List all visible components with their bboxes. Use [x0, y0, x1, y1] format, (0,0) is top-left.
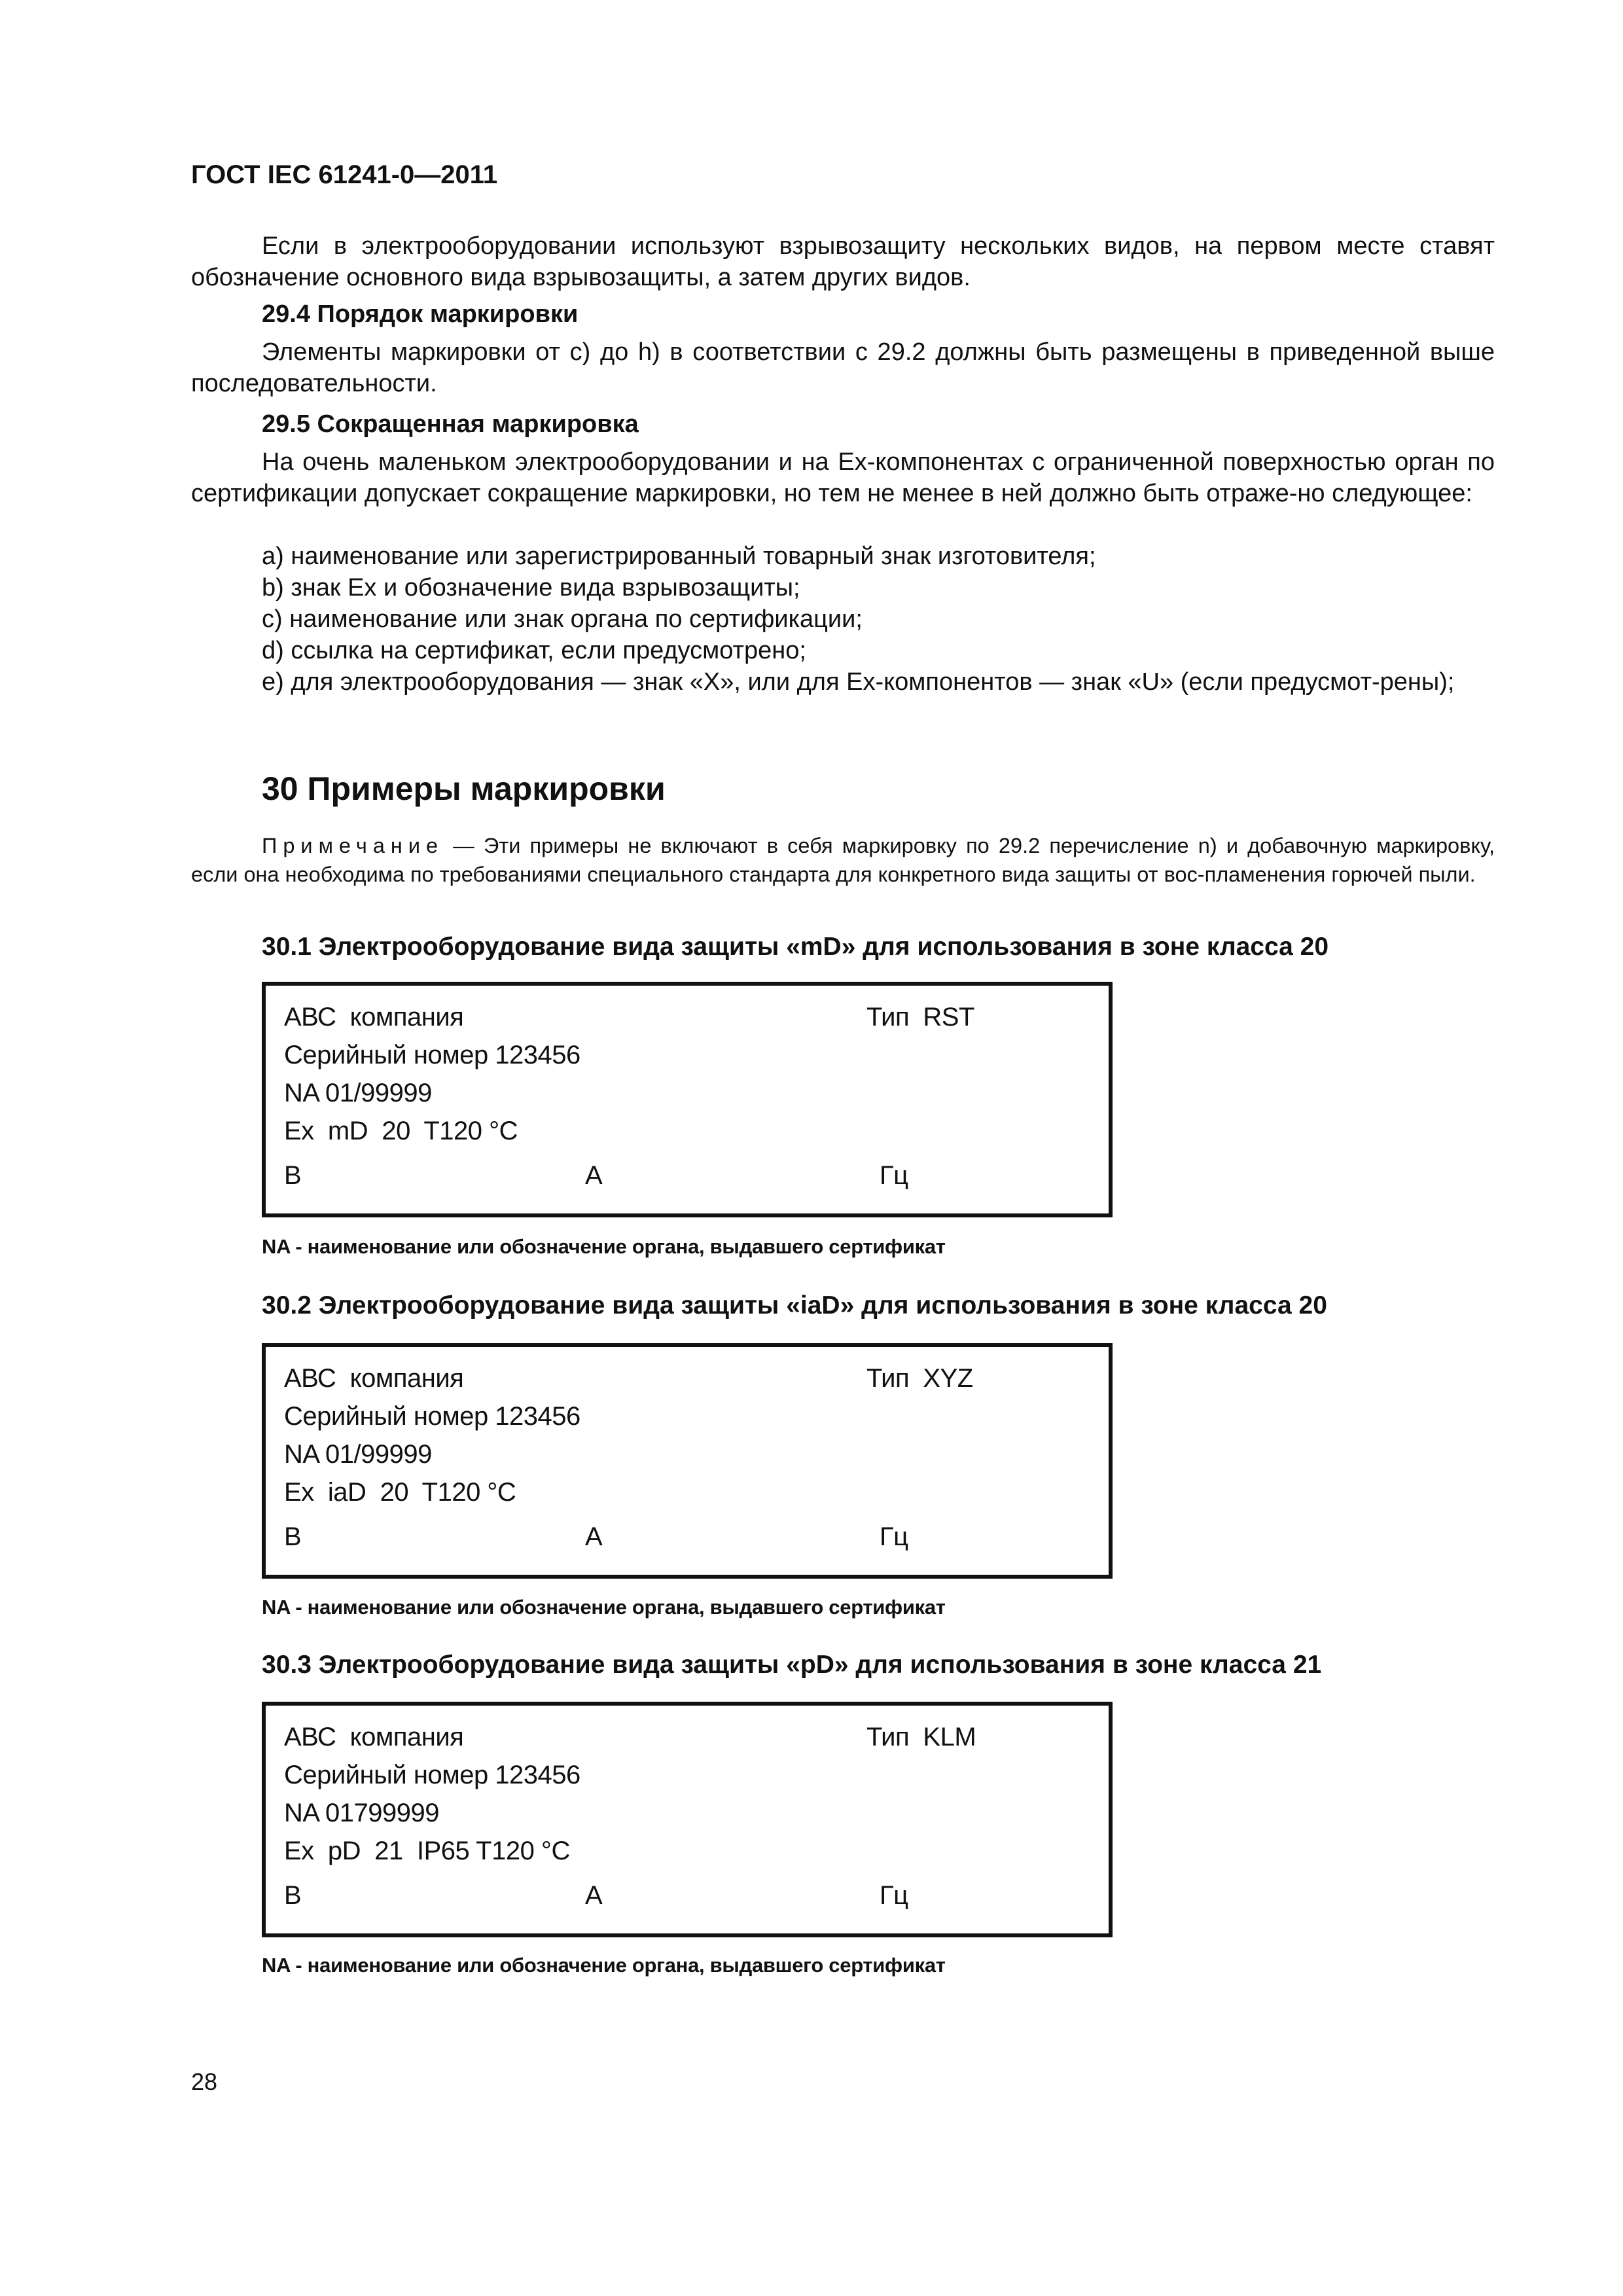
plate-frequency: Гц	[880, 1881, 908, 1910]
plate-current: A	[585, 1522, 603, 1551]
intro-paragraph: Если в электрооборудовании используют взрывозащиту нескольких видов, на первом месте ставят обозначение основного вида взрывозащиты, а затем других видов.	[191, 232, 1495, 291]
marking-plate-30-3	[262, 1702, 1113, 1937]
marking-plate-30-2	[262, 1343, 1113, 1579]
example-30-3-title: 30.3 Электрооборудование вида защиты «pD» для использования в зоне класса 21	[262, 1651, 1322, 1679]
plate-ex-marking: Ex mD 20 T120 °C	[284, 1117, 518, 1145]
list-item-d: d) ссылка на сертификат, если предусмотрено;	[262, 637, 806, 664]
plate-frequency: Гц	[880, 1161, 908, 1190]
section-29-5-title: 29.5 Сокращенная маркировка	[262, 410, 639, 438]
plate-current: A	[585, 1881, 603, 1910]
document-header: ГОСТ IEC 61241-0—2011	[191, 160, 498, 189]
list-item-e: e) для электрооборудования — знак «X», или для Ex-компонентов — знак «U» (если предусмот-рены);	[262, 668, 1455, 696]
plate-current: A	[585, 1161, 603, 1190]
example-30-2-caption: NA - наименование или обозначение органа, выдавшего сертификат	[262, 1596, 946, 1619]
section-29-4-title: 29.4 Порядок маркировки	[262, 300, 579, 328]
marking-plate-30-1	[262, 982, 1113, 1217]
example-30-1-caption: NA - наименование или обозначение органа, выдавшего сертификат	[262, 1235, 946, 1258]
plate-serial: Серийный номер 123456	[284, 1402, 580, 1431]
plate-company: АВС компания	[284, 1003, 464, 1031]
list-item-c: с) наименование или знак органа по сертификации;	[262, 605, 863, 633]
plate-serial: Серийный номер 123456	[284, 1761, 580, 1789]
note-label: Примечание	[262, 834, 444, 857]
plate-na: NA 01799999	[284, 1799, 439, 1827]
section-29-5-text: На очень маленьком электрооборудовании и на Ex-компонентах с ограниченной поверхностью орган по сертификации допускает сокращение маркировки, но тем не менее в ней должно быть отраже-но следующее:	[191, 448, 1495, 507]
plate-type: Тип XYZ	[866, 1364, 973, 1393]
plate-company: АВС компания	[284, 1364, 464, 1393]
note-text: — Эти примеры не включают в себя маркировку по 29.2 перечисление n) и добавочную маркировку, если она необходима по требованиями специального стандарта для конкретного вида защиты от вос-пламенения горючей пыли.	[191, 834, 1495, 886]
section-29-4-text: Элементы маркировки от с) до h) в соответствии с 29.2 должны быть размещены в приведенной выше последовательности.	[191, 338, 1495, 397]
section-30-heading: 30 Примеры маркировки	[262, 770, 666, 807]
plate-serial: Серийный номер 123456	[284, 1041, 580, 1069]
plate-voltage: B	[284, 1161, 302, 1190]
plate-company: АВС компания	[284, 1723, 464, 1751]
example-30-3-caption: NA - наименование или обозначение органа, выдавшего сертификат	[262, 1954, 946, 1977]
plate-na: NA 01/99999	[284, 1440, 432, 1469]
list-item-a: а) наименование или зарегистрированный товарный знак изготовителя;	[262, 543, 1096, 570]
page-number: 28	[191, 2068, 218, 2095]
plate-na: NA 01/99999	[284, 1079, 432, 1107]
note-paragraph	[191, 831, 1495, 889]
plate-ex-marking: Ex iaD 20 T120 °C	[284, 1478, 516, 1507]
plate-voltage: B	[284, 1522, 302, 1551]
plate-type: Тип RST	[866, 1003, 974, 1031]
plate-frequency: Гц	[880, 1522, 908, 1551]
plate-voltage: B	[284, 1881, 302, 1910]
plate-ex-marking: Ex pD 21 IP65 T120 °C	[284, 1837, 570, 1865]
plate-type: Тип KLM	[866, 1723, 976, 1751]
example-30-2-title: 30.2 Электрооборудование вида защиты «iaD» для использования в зоне класса 20	[262, 1291, 1327, 1319]
list-item-b: b) знак Ex и обозначение вида взрывозащиты;	[262, 574, 800, 601]
example-30-1-title: 30.1 Электрооборудование вида защиты «mD» для использования в зоне класса 20	[262, 933, 1329, 961]
